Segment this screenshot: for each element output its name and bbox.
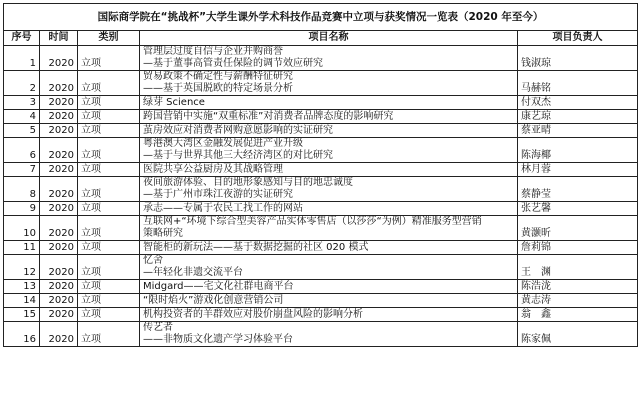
row-category: 立项 [78, 241, 140, 255]
row-number: 14 [4, 294, 40, 308]
row-category: 立项 [78, 71, 140, 96]
project-name-line: ——非物质文化遗产学习体验平台 [143, 334, 293, 345]
header-person: 项目负责人 [518, 31, 638, 46]
row-number: 16 [4, 322, 40, 347]
row-number: 7 [4, 163, 40, 177]
header-category: 类别 [78, 31, 140, 46]
row-year: 2020 [40, 322, 78, 347]
row-category: 立项 [78, 177, 140, 202]
row-number: 12 [4, 255, 40, 280]
table-row [4, 163, 638, 177]
row-category: 立项 [78, 163, 140, 177]
row-person: 詹莉锦 [518, 241, 638, 255]
table-row [4, 280, 638, 294]
project-name-line: 传艺者 [143, 322, 173, 333]
row-category: 立项 [78, 216, 140, 241]
row-project-name [140, 216, 518, 241]
row-year: 2020 [40, 124, 78, 138]
row-number: 10 [4, 216, 40, 241]
row-category: 立项 [78, 124, 140, 138]
row-year: 2020 [40, 241, 78, 255]
award-table [3, 3, 638, 347]
row-project-name [140, 241, 518, 255]
row-project-name [140, 294, 518, 308]
row-person: 康艺琼 [518, 110, 638, 124]
project-name-line: “限时焰火”游戏化创意营销公司 [143, 294, 284, 306]
table-row [4, 96, 638, 110]
row-person: 陈家佩 [518, 322, 638, 347]
table-row [4, 177, 638, 202]
row-person: 陈海椰 [518, 138, 638, 163]
row-category: 立项 [78, 322, 140, 347]
table-row [4, 124, 638, 138]
row-person: 黄灏昕 [518, 216, 638, 241]
row-year: 2020 [40, 96, 78, 110]
row-project-name [140, 71, 518, 96]
table-row [4, 308, 638, 322]
row-year: 2020 [40, 294, 78, 308]
header-name: 项目名称 [140, 31, 518, 46]
row-number: 6 [4, 138, 40, 163]
row-year: 2020 [40, 138, 78, 163]
row-number: 9 [4, 202, 40, 216]
table-title: 国际商学院在“挑战杯”大学生课外学术科技作品竞赛中立项与获奖情况一览表（2020 年至今） [4, 4, 638, 31]
row-person: 张艺馨 [518, 202, 638, 216]
row-project-name [140, 124, 518, 138]
row-year: 2020 [40, 216, 78, 241]
project-name-line: 跨国营销中实施“双重标准”对消费者品牌态度的影响研究 [143, 110, 394, 122]
row-project-name [140, 96, 518, 110]
project-name-line: ——基于英国脱欧的特定场景分析 [143, 83, 293, 94]
project-name-line: —基于与世界其他三大经济湾区的对比研究 [143, 150, 333, 161]
row-year: 2020 [40, 110, 78, 124]
row-category: 立项 [78, 294, 140, 308]
row-year: 2020 [40, 202, 78, 216]
row-person: 蔡亚晴 [518, 124, 638, 138]
project-name-line: 贸易政策不确定性与薪酬特征研究 [143, 71, 293, 82]
project-name-line: 智能柜的新玩法——基于数据挖掘的社区 020 模式 [143, 241, 369, 253]
table-row [4, 241, 638, 255]
row-category: 立项 [78, 110, 140, 124]
project-name-line: —基于广州市珠江夜游的实证研究 [143, 189, 293, 200]
row-category: 立项 [78, 280, 140, 294]
project-name-line: 机构投资者的羊群效应对股价崩盘风险的影响分析 [143, 308, 363, 320]
header-row [4, 31, 638, 46]
project-name-line: Midgard——宅文化社群电商平台 [143, 280, 294, 292]
table-row [4, 46, 638, 71]
table-row [4, 294, 638, 308]
header-no: 序号 [4, 31, 40, 46]
project-name-line: —基于董事高管责任保险的调节效应研究 [143, 58, 323, 69]
row-number: 11 [4, 241, 40, 255]
row-project-name [140, 322, 518, 347]
row-project-name [140, 202, 518, 216]
row-person: 陈浩泷 [518, 280, 638, 294]
row-number: 2 [4, 71, 40, 96]
row-year: 2020 [40, 163, 78, 177]
row-person: 王 渊 [518, 255, 638, 280]
project-name-line: 互联网+“环境下综合型美容产品实体零售店（以莎莎“为例）精准服务型营销 [143, 216, 482, 227]
row-project-name [140, 46, 518, 71]
row-project-name [140, 255, 518, 280]
row-category: 立项 [78, 138, 140, 163]
row-number: 3 [4, 96, 40, 110]
row-project-name [140, 308, 518, 322]
row-year: 2020 [40, 177, 78, 202]
row-person: 翁 鑫 [518, 308, 638, 322]
row-category: 立项 [78, 96, 140, 110]
row-year: 2020 [40, 71, 78, 96]
table-row [4, 71, 638, 96]
project-name-line: 医院共享公益厨房及其战略管理 [143, 163, 283, 175]
row-person: 黄志涛 [518, 294, 638, 308]
project-name-line: 管理层过度自信与企业并购商誉 [143, 46, 283, 57]
row-category: 立项 [78, 202, 140, 216]
row-person: 林月蓉 [518, 163, 638, 177]
row-project-name [140, 110, 518, 124]
project-name-line: 夜间旅游体验、目的地形象感知与目的地忠诚度 [143, 177, 353, 188]
row-number: 5 [4, 124, 40, 138]
project-name-line: 承志——专属于农民工找工作的网站 [143, 202, 303, 214]
row-project-name [140, 280, 518, 294]
project-name-line: 茧房效应对消费者网购意愿影响的实证研究 [143, 124, 333, 136]
project-name-line: 绿芽 Science [143, 96, 205, 108]
row-person: 钱淑琼 [518, 46, 638, 71]
row-person: 马赫铭 [518, 71, 638, 96]
header-year: 时间 [40, 31, 78, 46]
row-number: 1 [4, 46, 40, 71]
row-number: 13 [4, 280, 40, 294]
award-sheet [3, 3, 637, 415]
row-number: 4 [4, 110, 40, 124]
table-row [4, 216, 638, 241]
table-row [4, 138, 638, 163]
row-category: 立项 [78, 308, 140, 322]
project-name-line: 忆舍 [143, 255, 163, 266]
table-row [4, 202, 638, 216]
row-project-name [140, 138, 518, 163]
row-number: 15 [4, 308, 40, 322]
row-category: 立项 [78, 46, 140, 71]
project-name-line: 粤港澳大湾区金融发展促进产业升级 [143, 138, 303, 149]
row-project-name [140, 177, 518, 202]
row-project-name [140, 163, 518, 177]
row-category: 立项 [78, 255, 140, 280]
row-person: 蔡静莹 [518, 177, 638, 202]
project-name-line: —年轻化非遗交流平台 [143, 267, 243, 278]
row-year: 2020 [40, 46, 78, 71]
row-number: 8 [4, 177, 40, 202]
table-row [4, 110, 638, 124]
row-year: 2020 [40, 255, 78, 280]
table-row [4, 322, 638, 347]
table-row [4, 255, 638, 280]
row-year: 2020 [40, 308, 78, 322]
row-year: 2020 [40, 280, 78, 294]
project-name-line: 策略研究 [143, 228, 183, 239]
row-person: 付双杰 [518, 96, 638, 110]
